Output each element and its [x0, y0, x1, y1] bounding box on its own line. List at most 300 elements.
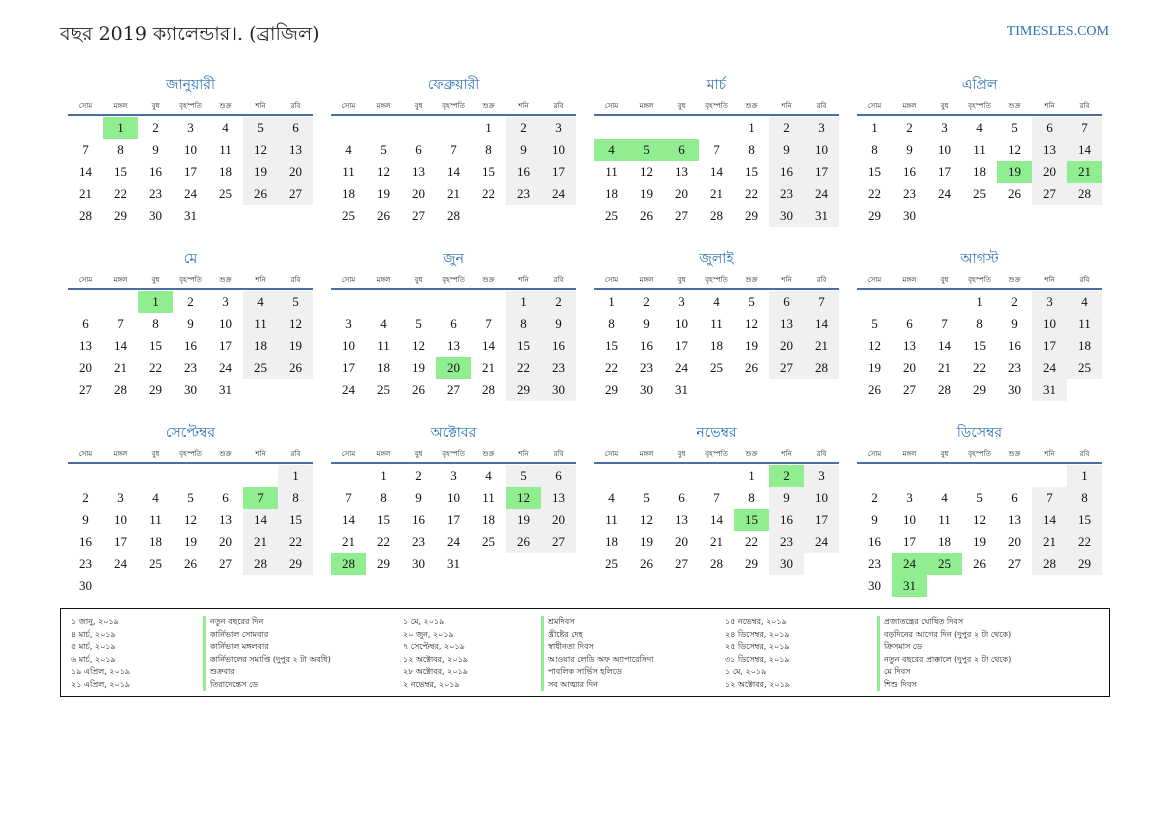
day-cell[interactable]: 8: [278, 487, 313, 509]
day-cell[interactable]: 28: [710, 208, 723, 223]
holiday-day-cell[interactable]: 1: [103, 117, 138, 139]
day-cell[interactable]: 23: [184, 360, 197, 375]
day-cell[interactable]: 5: [278, 291, 313, 313]
day-cell[interactable]: 15: [482, 164, 495, 179]
day-cell[interactable]: 16: [149, 164, 162, 179]
day-cell[interactable]: 3: [678, 294, 685, 309]
holiday-day-cell[interactable]: 19: [997, 161, 1032, 183]
day-cell[interactable]: 8: [117, 142, 124, 157]
day-cell[interactable]: 21: [710, 186, 723, 201]
day-cell[interactable]: 28: [447, 208, 460, 223]
day-cell[interactable]: 27: [278, 183, 313, 205]
day-cell[interactable]: 7: [713, 142, 720, 157]
day-cell[interactable]: 26: [243, 183, 278, 205]
day-cell[interactable]: 8: [608, 316, 615, 331]
day-cell[interactable]: 23: [769, 531, 804, 553]
day-cell[interactable]: 31: [447, 556, 460, 571]
day-cell[interactable]: 17: [114, 534, 127, 549]
day-cell[interactable]: 3: [541, 117, 576, 139]
day-cell[interactable]: 6: [450, 316, 457, 331]
day-cell[interactable]: 24: [184, 186, 197, 201]
day-cell[interactable]: 26: [973, 556, 986, 571]
day-cell[interactable]: 27: [219, 556, 232, 571]
day-cell[interactable]: 30: [184, 382, 197, 397]
day-cell[interactable]: 28: [938, 382, 951, 397]
day-cell[interactable]: 24: [219, 360, 232, 375]
day-cell[interactable]: 10: [903, 512, 916, 527]
day-cell[interactable]: 5: [243, 117, 278, 139]
day-cell[interactable]: 8: [871, 142, 878, 157]
day-cell[interactable]: 30: [1008, 382, 1021, 397]
day-cell[interactable]: 5: [415, 316, 422, 331]
day-cell[interactable]: 1: [485, 120, 492, 135]
day-cell[interactable]: 16: [506, 161, 541, 183]
day-cell[interactable]: 13: [1008, 512, 1021, 527]
day-cell[interactable]: 9: [1011, 316, 1018, 331]
day-cell[interactable]: 17: [184, 164, 197, 179]
day-cell[interactable]: 5: [187, 490, 194, 505]
day-cell[interactable]: 20: [79, 360, 92, 375]
day-cell[interactable]: 3: [222, 294, 229, 309]
day-cell[interactable]: 4: [941, 490, 948, 505]
day-cell[interactable]: 15: [605, 338, 618, 353]
day-cell[interactable]: 28: [79, 208, 92, 223]
day-cell[interactable]: 14: [114, 338, 127, 353]
day-cell[interactable]: 15: [278, 509, 313, 531]
holiday-day-cell[interactable]: 31: [892, 575, 927, 597]
day-cell[interactable]: 2: [541, 291, 576, 313]
day-cell[interactable]: 8: [152, 316, 159, 331]
day-cell[interactable]: 16: [769, 509, 804, 531]
day-cell[interactable]: 16: [640, 338, 653, 353]
day-cell[interactable]: 2: [187, 294, 194, 309]
day-cell[interactable]: 15: [868, 164, 881, 179]
day-cell[interactable]: 12: [640, 512, 653, 527]
day-cell[interactable]: 11: [482, 490, 495, 505]
day-cell[interactable]: 31: [804, 205, 839, 227]
day-cell[interactable]: 9: [187, 316, 194, 331]
day-cell[interactable]: 20: [541, 509, 576, 531]
day-cell[interactable]: 14: [1067, 139, 1102, 161]
day-cell[interactable]: 25: [377, 382, 390, 397]
day-cell[interactable]: 30: [412, 556, 425, 571]
day-cell[interactable]: 16: [1008, 338, 1021, 353]
day-cell[interactable]: 14: [710, 512, 723, 527]
day-cell[interactable]: 21: [114, 360, 127, 375]
day-cell[interactable]: 15: [745, 164, 758, 179]
day-cell[interactable]: 17: [1032, 335, 1067, 357]
day-cell[interactable]: 26: [868, 382, 881, 397]
day-cell[interactable]: 23: [79, 556, 92, 571]
day-cell[interactable]: 29: [605, 382, 618, 397]
day-cell[interactable]: 9: [152, 142, 159, 157]
day-cell[interactable]: 29: [506, 379, 541, 401]
day-cell[interactable]: 28: [482, 382, 495, 397]
day-cell[interactable]: 1: [1067, 465, 1102, 487]
day-cell[interactable]: 3: [941, 120, 948, 135]
day-cell[interactable]: 6: [769, 291, 804, 313]
day-cell[interactable]: 21: [243, 531, 278, 553]
day-cell[interactable]: 31: [1032, 379, 1067, 401]
day-cell[interactable]: 6: [541, 465, 576, 487]
day-cell[interactable]: 2: [1011, 294, 1018, 309]
day-cell[interactable]: 19: [412, 360, 425, 375]
day-cell[interactable]: 4: [713, 294, 720, 309]
day-cell[interactable]: 13: [447, 338, 460, 353]
day-cell[interactable]: 25: [605, 556, 618, 571]
holiday-day-cell[interactable]: 28: [331, 553, 366, 575]
day-cell[interactable]: 10: [804, 487, 839, 509]
day-cell[interactable]: 6: [1011, 490, 1018, 505]
day-cell[interactable]: 23: [903, 186, 916, 201]
day-cell[interactable]: 15: [973, 338, 986, 353]
day-cell[interactable]: 17: [342, 360, 355, 375]
day-cell[interactable]: 31: [675, 382, 688, 397]
day-cell[interactable]: 10: [114, 512, 127, 527]
day-cell[interactable]: 21: [79, 186, 92, 201]
day-cell[interactable]: 1: [871, 120, 878, 135]
day-cell[interactable]: 7: [1032, 487, 1067, 509]
holiday-day-cell[interactable]: 5: [629, 139, 664, 161]
brand-link[interactable]: TIMESLES.COM: [1006, 24, 1109, 39]
day-cell[interactable]: 6: [906, 316, 913, 331]
day-cell[interactable]: 5: [748, 294, 755, 309]
day-cell[interactable]: 2: [152, 120, 159, 135]
day-cell[interactable]: 5: [1011, 120, 1018, 135]
day-cell[interactable]: 29: [278, 553, 313, 575]
day-cell[interactable]: 18: [342, 186, 355, 201]
day-cell[interactable]: 27: [412, 208, 425, 223]
day-cell[interactable]: 12: [184, 512, 197, 527]
holiday-day-cell[interactable]: 4: [594, 139, 629, 161]
day-cell[interactable]: 24: [342, 382, 355, 397]
day-cell[interactable]: 30: [769, 205, 804, 227]
day-cell[interactable]: 10: [184, 142, 197, 157]
day-cell[interactable]: 28: [114, 382, 127, 397]
day-cell[interactable]: 1: [608, 294, 615, 309]
holiday-day-cell[interactable]: 15: [734, 509, 769, 531]
day-cell[interactable]: 27: [903, 382, 916, 397]
day-cell[interactable]: 30: [903, 208, 916, 223]
day-cell[interactable]: 29: [868, 208, 881, 223]
day-cell[interactable]: 22: [482, 186, 495, 201]
day-cell[interactable]: 19: [640, 534, 653, 549]
holiday-day-cell[interactable]: 21: [1067, 161, 1102, 183]
day-cell[interactable]: 3: [906, 490, 913, 505]
day-cell[interactable]: 3: [117, 490, 124, 505]
day-cell[interactable]: 24: [541, 183, 576, 205]
day-cell[interactable]: 8: [485, 142, 492, 157]
day-cell[interactable]: 3: [450, 468, 457, 483]
day-cell[interactable]: 7: [1067, 117, 1102, 139]
day-cell[interactable]: 17: [938, 164, 951, 179]
day-cell[interactable]: 11: [149, 512, 162, 527]
day-cell[interactable]: 12: [243, 139, 278, 161]
holiday-day-cell[interactable]: 6: [664, 139, 699, 161]
day-cell[interactable]: 14: [938, 338, 951, 353]
day-cell[interactable]: 21: [804, 335, 839, 357]
day-cell[interactable]: 8: [380, 490, 387, 505]
day-cell[interactable]: 28: [1032, 553, 1067, 575]
day-cell[interactable]: 6: [678, 490, 685, 505]
day-cell[interactable]: 18: [482, 512, 495, 527]
day-cell[interactable]: 15: [506, 335, 541, 357]
day-cell[interactable]: 18: [605, 186, 618, 201]
day-cell[interactable]: 16: [769, 161, 804, 183]
day-cell[interactable]: 22: [278, 531, 313, 553]
day-cell[interactable]: 2: [871, 490, 878, 505]
day-cell[interactable]: 25: [243, 357, 278, 379]
day-cell[interactable]: 19: [243, 161, 278, 183]
day-cell[interactable]: 20: [675, 186, 688, 201]
day-cell[interactable]: 22: [506, 357, 541, 379]
day-cell[interactable]: 19: [278, 335, 313, 357]
day-cell[interactable]: 13: [79, 338, 92, 353]
day-cell[interactable]: 21: [1032, 531, 1067, 553]
day-cell[interactable]: 12: [278, 313, 313, 335]
day-cell[interactable]: 12: [412, 338, 425, 353]
day-cell[interactable]: 11: [342, 164, 355, 179]
day-cell[interactable]: 26: [640, 208, 653, 223]
day-cell[interactable]: 11: [605, 164, 618, 179]
day-cell[interactable]: 18: [938, 534, 951, 549]
day-cell[interactable]: 25: [605, 208, 618, 223]
day-cell[interactable]: 9: [541, 313, 576, 335]
day-cell[interactable]: 29: [149, 382, 162, 397]
day-cell[interactable]: 10: [219, 316, 232, 331]
day-cell[interactable]: 17: [804, 509, 839, 531]
day-cell[interactable]: 24: [938, 186, 951, 201]
day-cell[interactable]: 1: [506, 291, 541, 313]
day-cell[interactable]: 28: [710, 556, 723, 571]
day-cell[interactable]: 11: [973, 142, 986, 157]
day-cell[interactable]: 10: [342, 338, 355, 353]
day-cell[interactable]: 18: [710, 338, 723, 353]
day-cell[interactable]: 14: [342, 512, 355, 527]
day-cell[interactable]: 25: [973, 186, 986, 201]
day-cell[interactable]: 4: [380, 316, 387, 331]
day-cell[interactable]: 4: [1067, 291, 1102, 313]
day-cell[interactable]: 3: [804, 465, 839, 487]
day-cell[interactable]: 24: [804, 183, 839, 205]
day-cell[interactable]: 23: [506, 183, 541, 205]
day-cell[interactable]: 19: [184, 534, 197, 549]
day-cell[interactable]: 23: [769, 183, 804, 205]
day-cell[interactable]: 17: [541, 161, 576, 183]
day-cell[interactable]: 12: [640, 164, 653, 179]
day-cell[interactable]: 13: [675, 512, 688, 527]
day-cell[interactable]: 1: [748, 468, 755, 483]
day-cell[interactable]: 14: [1032, 509, 1067, 531]
day-cell[interactable]: 11: [710, 316, 723, 331]
day-cell[interactable]: 10: [675, 316, 688, 331]
day-cell[interactable]: 22: [605, 360, 618, 375]
holiday-day-cell[interactable]: 24: [892, 553, 927, 575]
day-cell[interactable]: 6: [82, 316, 89, 331]
day-cell[interactable]: 19: [745, 338, 758, 353]
day-cell[interactable]: 23: [640, 360, 653, 375]
day-cell[interactable]: 26: [745, 360, 758, 375]
day-cell[interactable]: 10: [1032, 313, 1067, 335]
day-cell[interactable]: 29: [745, 556, 758, 571]
day-cell[interactable]: 4: [608, 490, 615, 505]
day-cell[interactable]: 10: [938, 142, 951, 157]
day-cell[interactable]: 3: [804, 117, 839, 139]
day-cell[interactable]: 6: [278, 117, 313, 139]
day-cell[interactable]: 24: [447, 534, 460, 549]
day-cell[interactable]: 22: [745, 534, 758, 549]
day-cell[interactable]: 27: [79, 382, 92, 397]
day-cell[interactable]: 10: [541, 139, 576, 161]
holiday-day-cell[interactable]: 2: [769, 465, 804, 487]
day-cell[interactable]: 14: [804, 313, 839, 335]
day-cell[interactable]: 25: [219, 186, 232, 201]
day-cell[interactable]: 13: [903, 338, 916, 353]
day-cell[interactable]: 10: [447, 490, 460, 505]
holiday-day-cell[interactable]: 7: [243, 487, 278, 509]
day-cell[interactable]: 20: [769, 335, 804, 357]
day-cell[interactable]: 15: [149, 338, 162, 353]
day-cell[interactable]: 14: [482, 338, 495, 353]
day-cell[interactable]: 24: [114, 556, 127, 571]
day-cell[interactable]: 2: [82, 490, 89, 505]
day-cell[interactable]: 29: [1067, 553, 1102, 575]
day-cell[interactable]: 23: [412, 534, 425, 549]
day-cell[interactable]: 22: [149, 360, 162, 375]
day-cell[interactable]: 9: [506, 139, 541, 161]
day-cell[interactable]: 13: [675, 164, 688, 179]
day-cell[interactable]: 12: [1008, 142, 1021, 157]
day-cell[interactable]: 9: [769, 139, 804, 161]
day-cell[interactable]: 1: [278, 465, 313, 487]
day-cell[interactable]: 17: [447, 512, 460, 527]
day-cell[interactable]: 7: [345, 490, 352, 505]
day-cell[interactable]: 14: [79, 164, 92, 179]
day-cell[interactable]: 30: [79, 578, 92, 593]
day-cell[interactable]: 8: [976, 316, 983, 331]
day-cell[interactable]: 9: [643, 316, 650, 331]
day-cell[interactable]: 15: [1067, 509, 1102, 531]
day-cell[interactable]: 29: [114, 208, 127, 223]
day-cell[interactable]: 22: [745, 186, 758, 201]
holiday-day-cell[interactable]: 12: [506, 487, 541, 509]
day-cell[interactable]: 19: [973, 534, 986, 549]
holiday-day-cell[interactable]: 20: [436, 357, 471, 379]
day-cell[interactable]: 21: [447, 186, 460, 201]
day-cell[interactable]: 27: [675, 208, 688, 223]
day-cell[interactable]: 7: [941, 316, 948, 331]
day-cell[interactable]: 23: [541, 357, 576, 379]
day-cell[interactable]: 29: [973, 382, 986, 397]
day-cell[interactable]: 7: [450, 142, 457, 157]
day-cell[interactable]: 23: [1008, 360, 1021, 375]
day-cell[interactable]: 11: [219, 142, 232, 157]
day-cell[interactable]: 12: [745, 316, 758, 331]
day-cell[interactable]: 13: [412, 164, 425, 179]
day-cell[interactable]: 27: [769, 357, 804, 379]
day-cell[interactable]: 25: [1067, 357, 1102, 379]
day-cell[interactable]: 26: [184, 556, 197, 571]
day-cell[interactable]: 4: [345, 142, 352, 157]
day-cell[interactable]: 22: [1067, 531, 1102, 553]
day-cell[interactable]: 30: [640, 382, 653, 397]
day-cell[interactable]: 14: [710, 164, 723, 179]
day-cell[interactable]: 16: [541, 335, 576, 357]
day-cell[interactable]: 26: [640, 556, 653, 571]
day-cell[interactable]: 7: [117, 316, 124, 331]
day-cell[interactable]: 23: [868, 556, 881, 571]
day-cell[interactable]: 7: [713, 490, 720, 505]
day-cell[interactable]: 21: [938, 360, 951, 375]
day-cell[interactable]: 26: [278, 357, 313, 379]
day-cell[interactable]: 8: [748, 142, 755, 157]
day-cell[interactable]: 10: [804, 139, 839, 161]
day-cell[interactable]: 6: [1032, 117, 1067, 139]
day-cell[interactable]: 8: [748, 490, 755, 505]
day-cell[interactable]: 30: [149, 208, 162, 223]
day-cell[interactable]: 19: [868, 360, 881, 375]
day-cell[interactable]: 3: [1032, 291, 1067, 313]
day-cell[interactable]: 6: [222, 490, 229, 505]
day-cell[interactable]: 5: [976, 490, 983, 505]
day-cell[interactable]: 24: [1032, 357, 1067, 379]
holiday-day-cell[interactable]: 1: [138, 291, 173, 313]
day-cell[interactable]: 16: [79, 534, 92, 549]
day-cell[interactable]: 31: [184, 208, 197, 223]
day-cell[interactable]: 2: [643, 294, 650, 309]
day-cell[interactable]: 15: [114, 164, 127, 179]
day-cell[interactable]: 1: [976, 294, 983, 309]
day-cell[interactable]: 7: [804, 291, 839, 313]
day-cell[interactable]: 27: [1032, 183, 1067, 205]
day-cell[interactable]: 12: [973, 512, 986, 527]
day-cell[interactable]: 9: [82, 512, 89, 527]
day-cell[interactable]: 30: [541, 379, 576, 401]
day-cell[interactable]: 18: [377, 360, 390, 375]
day-cell[interactable]: 22: [114, 186, 127, 201]
day-cell[interactable]: 26: [1008, 186, 1021, 201]
day-cell[interactable]: 13: [219, 512, 232, 527]
day-cell[interactable]: 24: [804, 531, 839, 553]
day-cell[interactable]: 16: [868, 534, 881, 549]
day-cell[interactable]: 18: [1067, 335, 1102, 357]
day-cell[interactable]: 20: [903, 360, 916, 375]
day-cell[interactable]: 13: [1032, 139, 1067, 161]
day-cell[interactable]: 4: [222, 120, 229, 135]
day-cell[interactable]: 9: [415, 490, 422, 505]
day-cell[interactable]: 5: [506, 465, 541, 487]
day-cell[interactable]: 3: [345, 316, 352, 331]
day-cell[interactable]: 21: [342, 534, 355, 549]
day-cell[interactable]: 16: [903, 164, 916, 179]
day-cell[interactable]: 12: [868, 338, 881, 353]
day-cell[interactable]: 5: [871, 316, 878, 331]
day-cell[interactable]: 19: [640, 186, 653, 201]
day-cell[interactable]: 14: [447, 164, 460, 179]
day-cell[interactable]: 5: [643, 490, 650, 505]
day-cell[interactable]: 17: [675, 338, 688, 353]
day-cell[interactable]: 3: [187, 120, 194, 135]
day-cell[interactable]: 18: [605, 534, 618, 549]
day-cell[interactable]: 16: [412, 512, 425, 527]
day-cell[interactable]: 9: [906, 142, 913, 157]
day-cell[interactable]: 25: [149, 556, 162, 571]
day-cell[interactable]: 31: [219, 382, 232, 397]
day-cell[interactable]: 11: [605, 512, 618, 527]
day-cell[interactable]: 7: [82, 142, 89, 157]
day-cell[interactable]: 28: [1067, 183, 1102, 205]
day-cell[interactable]: 11: [938, 512, 951, 527]
